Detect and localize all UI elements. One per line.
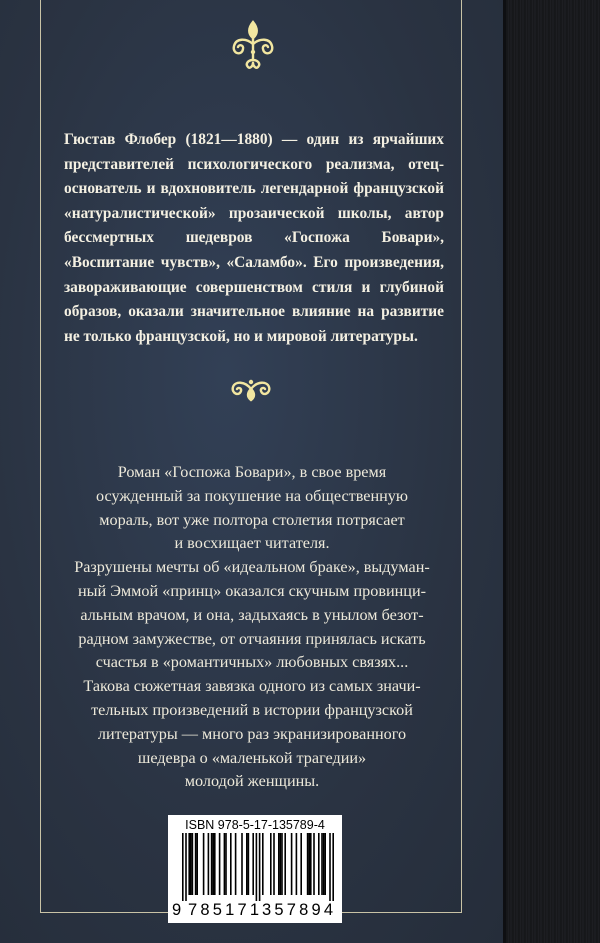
barcode-bar — [280, 833, 282, 895]
isbn-label: ISBN 978-5-17-135789-4 — [185, 818, 325, 832]
barcode-bar — [296, 833, 298, 895]
barcode-bar — [323, 833, 325, 895]
annotation-line: тельных произведений в истории французской — [91, 700, 413, 719]
barcode-bar — [318, 833, 320, 895]
barcode-bar — [188, 833, 190, 895]
barcode-bar — [182, 833, 184, 901]
barcode-bar — [190, 833, 192, 895]
annotation-line: литературы — много раз экранизированного — [97, 724, 407, 743]
barcode-bar — [278, 833, 280, 895]
barcode-bar — [211, 833, 213, 895]
annotation-line: и восхищает читателя. — [174, 534, 330, 553]
barcode-bar — [332, 833, 334, 901]
author-bio — [64, 128, 444, 349]
barcode-bar — [270, 833, 272, 895]
bio-line: завораживающие совершенством стиля и глубиной — [64, 278, 444, 296]
bio-line: «Воспитание чувств», «Саламбо». Его произведения, — [64, 253, 444, 271]
book-spine — [503, 0, 600, 943]
isbn-barcode — [168, 815, 342, 923]
barcode-bars — [168, 833, 342, 901]
spine-edge — [503, 0, 506, 943]
bio-line: «натуралистической» прозаической школы, автор — [64, 204, 444, 222]
book-annotation — [66, 461, 438, 794]
barcode-bar — [256, 833, 258, 901]
annotation-line: счастья в «романтичных» любовных связях... — [95, 653, 409, 672]
barcode-bar — [262, 833, 264, 895]
annotation-line: мораль, вот уже полтора столетия потрясает — [99, 510, 405, 529]
barcode-bar — [321, 833, 323, 895]
bio-line: образов, оказали значительное влияние на развитие — [64, 303, 444, 321]
barcode-bar — [273, 833, 275, 895]
barcode-bar — [291, 833, 293, 895]
barcode-bar — [241, 833, 243, 895]
barcode-bar — [248, 833, 250, 895]
barcode-left-group: 785171 — [188, 901, 263, 919]
barcode-bar — [230, 833, 232, 895]
barcode-bar — [308, 833, 310, 895]
annotation-line: Роман «Госпожа Бовари», в свое время — [117, 463, 387, 481]
annotation-line: Разрушены мечты об «идеальном браке», выдуман- — [74, 558, 430, 577]
bio-line: Гюстав Флобер (1821—1880) — один из ярчайших — [64, 131, 444, 148]
barcode-bar — [284, 833, 286, 895]
barcode-bar — [195, 833, 197, 895]
annotation-line: ный Эммой «принц» оказался скучным провинци- — [78, 581, 426, 600]
barcode-bar — [224, 833, 226, 895]
barcode-bar — [196, 833, 198, 895]
barcode-bar — [219, 833, 221, 895]
barcode-bar — [225, 833, 227, 895]
barcode-digits — [168, 901, 342, 921]
barcode-bar — [212, 833, 214, 895]
barcode-bar — [246, 833, 248, 895]
annotation-line: радном замужестве, от отчаяния принялась искать — [78, 629, 426, 648]
fleur-ornament-icon — [228, 16, 278, 70]
scroll-divider-icon — [225, 375, 277, 403]
barcode-bar — [324, 833, 326, 895]
barcode-bar — [185, 833, 187, 901]
barcode-bar — [192, 833, 194, 895]
annotation-line: альным врачом, и она, задыхаясь в унылом безот- — [80, 605, 424, 624]
annotation-line: шедевра о «маленькой трагедии» — [137, 748, 367, 767]
bio-line: представителей психологического реализма, отец- — [64, 155, 444, 173]
bio-line: основатель и вдохновитель легендарной французской — [64, 180, 444, 198]
barcode-first-digit: 9 — [172, 901, 182, 919]
barcode-bar — [214, 833, 216, 895]
annotation-line: осужденный за покушение на общественную — [96, 486, 408, 505]
annotation-line: молодой женщины. — [184, 772, 320, 791]
barcode-bar — [259, 833, 261, 901]
barcode-right-group: 357894 — [262, 901, 337, 919]
barcode-bar — [203, 833, 205, 895]
barcode-bar — [310, 833, 312, 895]
bio-line: бессмертных шедевров «Госпожа Бовари», — [64, 229, 444, 247]
barcode-bar — [281, 833, 283, 895]
barcode-bar — [329, 833, 331, 901]
barcode-bar — [307, 833, 309, 895]
barcode-bar — [208, 833, 210, 895]
barcode-bar — [252, 833, 254, 895]
barcode-bar — [300, 833, 302, 895]
barcode-bar — [235, 833, 237, 895]
annotation-line: Такова сюжетная завязка одного из самых значи- — [83, 677, 421, 696]
barcode-bar — [313, 833, 315, 895]
bio-line: не только французской, но и мировой литературы. — [64, 327, 418, 345]
